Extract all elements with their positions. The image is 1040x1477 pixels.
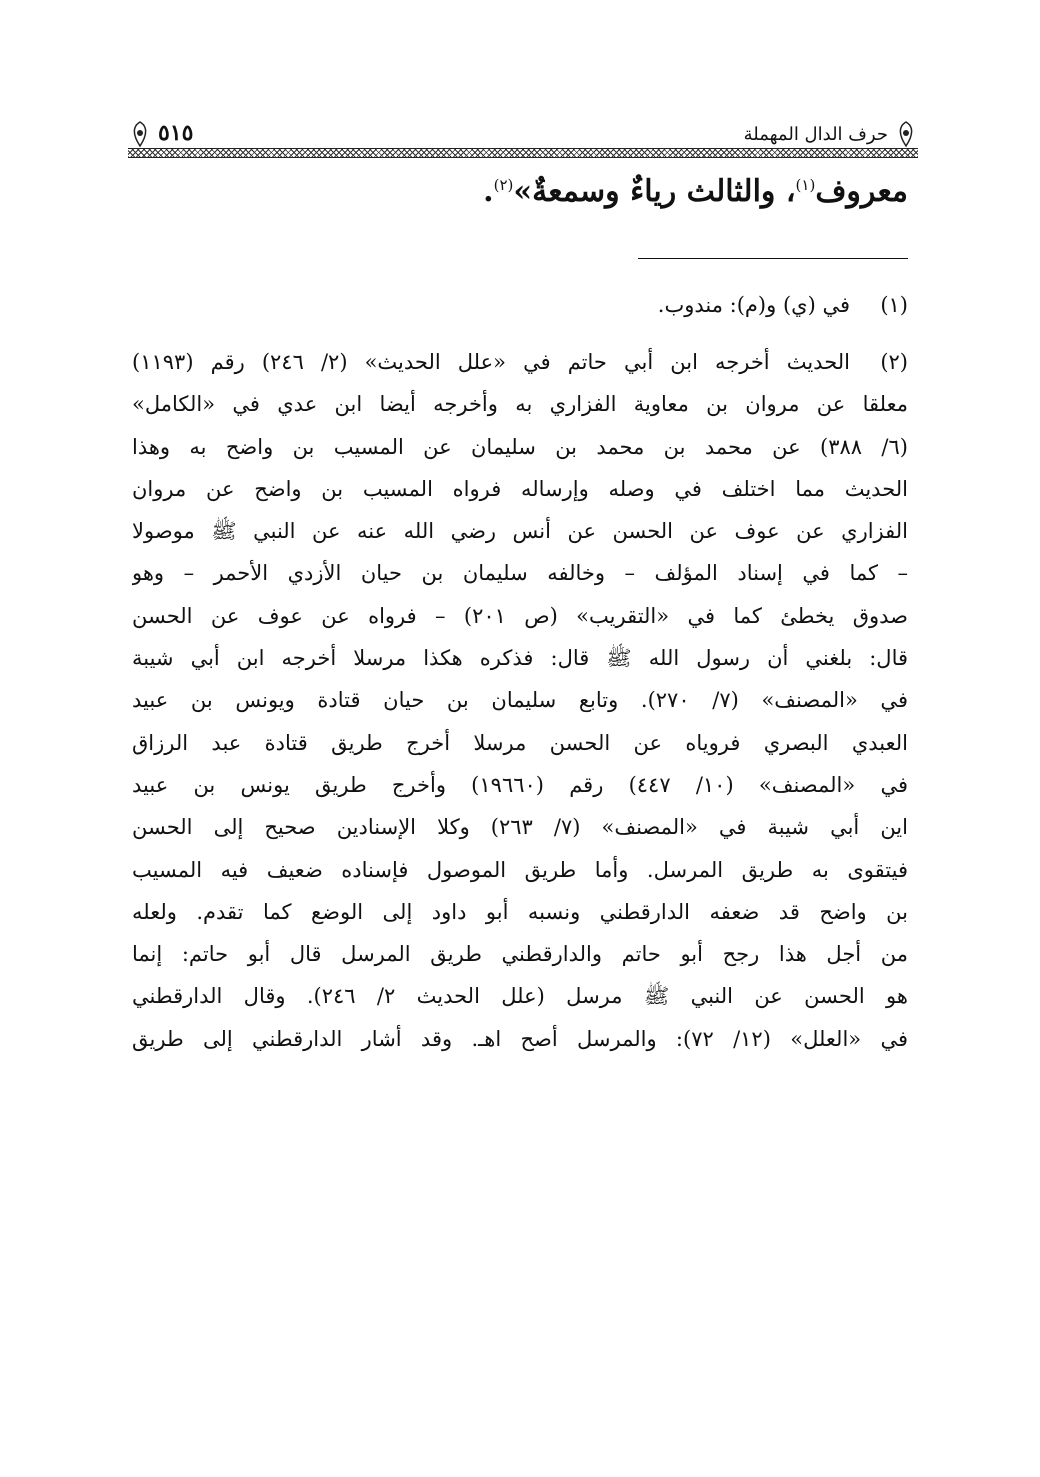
footnote-line: فيتقوى به طريق المرسل. وأما طريق الموصول فإسناده ضعيف فيه المسيب [132, 857, 908, 882]
header-ornament-right-icon [894, 120, 918, 148]
footnote-line: معلقا عن مروان بن معاوية الفزاري به وأخرجه أيضا ابن عدي في «الكامل» [132, 392, 908, 417]
footnote-ref-1: (١) [795, 176, 816, 194]
main-text-part2: ، والثالث رياءٌ وسمعةٌ» [513, 174, 796, 209]
footnote-2 [132, 341, 908, 1060]
footnote-line: في «العلل» (١٢/ ٧٢): والمرسل أصح اهـ. وقد أشار الدارقطني إلى طريق [132, 1026, 908, 1051]
footnote-line: الفزاري عن عوف عن الحسن عن أنس رضي الله عنه عن النبي ﷺ موصولا [132, 519, 908, 544]
footnote-line: بن واضح قد ضعفه الدارقطني ونسبه أبو داود إلى الوضع كما تقدم. ولعله [132, 899, 908, 924]
footnote-line: الحديث مما اختلف في وصله وإرساله فرواه المسيب بن واضح عن مروان [132, 476, 908, 501]
footnote-line: – كما في إسناد المؤلف – وخالفه سليمان بن حيان الأزدي الأحمر – وهو [132, 561, 908, 586]
footnote-line: في (ي) و(م): مندوب. [657, 293, 850, 317]
footnote-line: في «المصنف» (٧/ ٢٧٠). وتابع سليمان بن حيان قتادة ويونس بن عبيد [132, 688, 908, 713]
main-text-part1: معروف [815, 174, 908, 209]
footnote-line: اين أبي شيبة في «المصنف» (٧/ ٢٦٣) وكلا الإسنادين صحيح إلى الحسن [132, 815, 908, 840]
header-ornament-left-icon [128, 120, 152, 148]
header-decorative-rule [128, 148, 918, 158]
footnote-1 [132, 284, 908, 326]
page-number: ٥١٥ [158, 120, 194, 146]
footnote-line: من أجل هذا رجح أبو حاتم والدارقطني طريق المرسل قال أبو حاتم: إنما [132, 942, 908, 967]
footnote-line: قال: بلغني أن رسول الله ﷺ قال: فذكره هكذا مرسلا أخرجه ابن أبي شيبة [132, 646, 908, 671]
footnote-separator [638, 258, 908, 259]
footnote-line: صدوق يخطئ كما في «التقريب» (ص ٢٠١) – فرواه عن عوف عن الحسن [132, 603, 908, 628]
main-text-part3: . [483, 174, 494, 209]
footnote-line: هو الحسن عن النبي ﷺ مرسل (علل الحديث ٢/ ٢٤٦). وقال الدارقطني [132, 984, 908, 1009]
footnote-line: (٦/ ٣٨٨) عن محمد بن محمد بن سليمان عن المسيب بن واضح به وهذا [132, 434, 908, 459]
footnote-line: العبدي البصري فروياه عن الحسن مرسلا أخرج طريق قتادة عبد الرزاق [132, 730, 908, 755]
footnote-line: الحديث أخرجه ابن أبي حاتم في «علل الحديث» (٢/ ٢٤٦) رقم (١١٩٣) [132, 350, 850, 374]
footnote-number: (٢) [880, 350, 908, 374]
footnote-line: في «المصنف» (١٠/ ٤٤٧) رقم (١٩٦٦٠) وأخرج طريق يونس بن عبيد [132, 772, 908, 797]
main-text-line [132, 170, 908, 214]
running-header [128, 112, 918, 156]
footnote-2-continuation [132, 383, 908, 1060]
chapter-title: حرف الدال المهملة [743, 124, 888, 145]
footnote-ref-2: (٢) [493, 176, 514, 194]
footnote-number: (١) [880, 293, 908, 317]
